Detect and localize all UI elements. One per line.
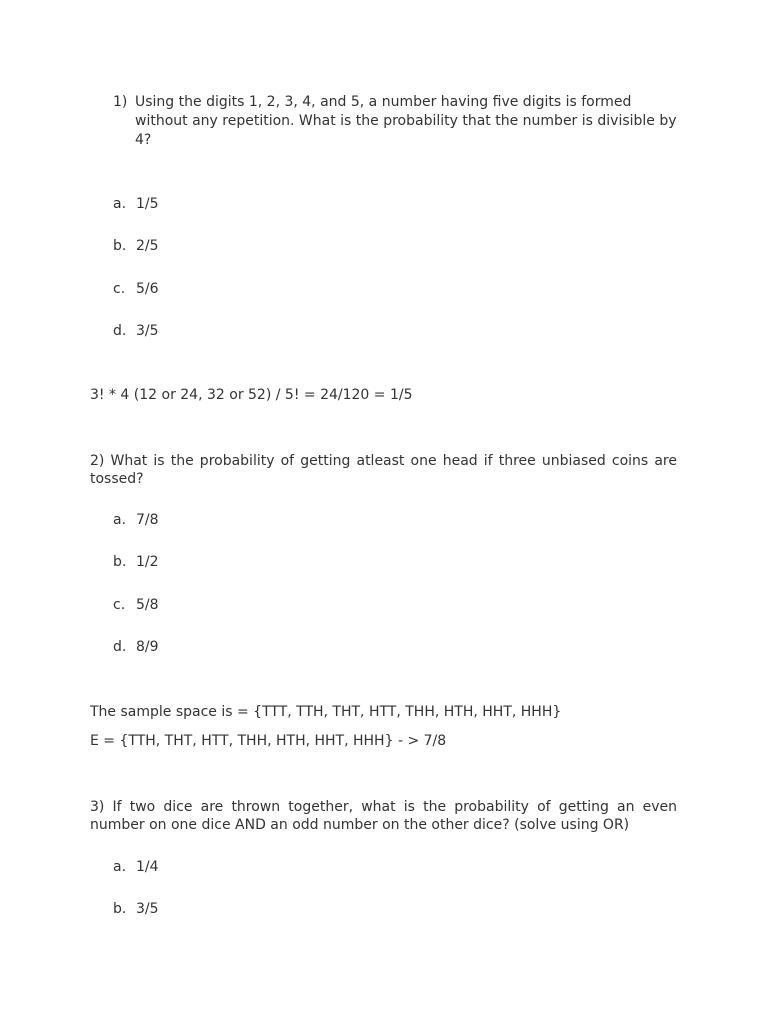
- option-value: 3/5: [136, 901, 159, 917]
- question-3-option-a: [113, 858, 159, 877]
- question-1-solution: 3! * 4 (12 or 24, 32 or 52) / 5! = 24/120 = 1/5: [90, 387, 413, 403]
- question-1-option-c: [113, 280, 159, 299]
- question-3-option-b: [113, 900, 159, 919]
- question-1: [113, 93, 678, 150]
- question-3-text: 3) If two dice are thrown together, what is the probability of getting an even number on one dice AND an odd number on the other dice? (solve using OR): [90, 799, 677, 833]
- option-value: 8/9: [136, 639, 159, 655]
- question-1-option-b: [113, 237, 159, 256]
- option-letter: a.: [113, 196, 127, 212]
- option-value: 1/5: [136, 196, 159, 212]
- option-value: 3/5: [136, 323, 159, 339]
- question-2-option-a: [113, 511, 159, 530]
- option-letter: c.: [113, 597, 126, 613]
- option-value: 5/8: [136, 597, 159, 613]
- question-2-option-c: [113, 596, 159, 615]
- option-value: 1/4: [136, 859, 159, 875]
- option-value: 2/5: [136, 238, 159, 254]
- option-value: 5/6: [136, 281, 159, 297]
- question-1-option-a: [113, 195, 159, 214]
- option-letter: d.: [113, 323, 127, 339]
- option-letter: a.: [113, 512, 127, 528]
- question-1-text: Using the digits 1, 2, 3, 4, and 5, a number having five digits is formed without any repetition. What is the probability that the number is divisible by 4?: [135, 94, 677, 148]
- option-value: 7/8: [136, 512, 159, 528]
- question-2-text: 2) What is the probability of getting atleast one head if three unbiased coins are tossed?: [90, 453, 677, 487]
- option-value: 1/2: [136, 554, 159, 570]
- question-1-number: 1): [113, 94, 128, 110]
- option-letter: b.: [113, 901, 127, 917]
- question-2-solution-line-1: The sample space is = {TTT, TTH, THT, HTT, THH, HTH, HHT, HHH}: [90, 704, 562, 720]
- question-1-option-d: [113, 322, 159, 341]
- question-2-solution-line-2: E = {TTH, THT, HTT, THH, HTH, HHT, HHH} - > 7/8: [90, 733, 447, 749]
- option-letter: b.: [113, 238, 127, 254]
- question-2-option-d: [113, 638, 159, 657]
- question-2-option-b: [113, 553, 159, 572]
- option-letter: a.: [113, 859, 127, 875]
- option-letter: c.: [113, 281, 126, 297]
- option-letter: d.: [113, 639, 127, 655]
- option-letter: b.: [113, 554, 127, 570]
